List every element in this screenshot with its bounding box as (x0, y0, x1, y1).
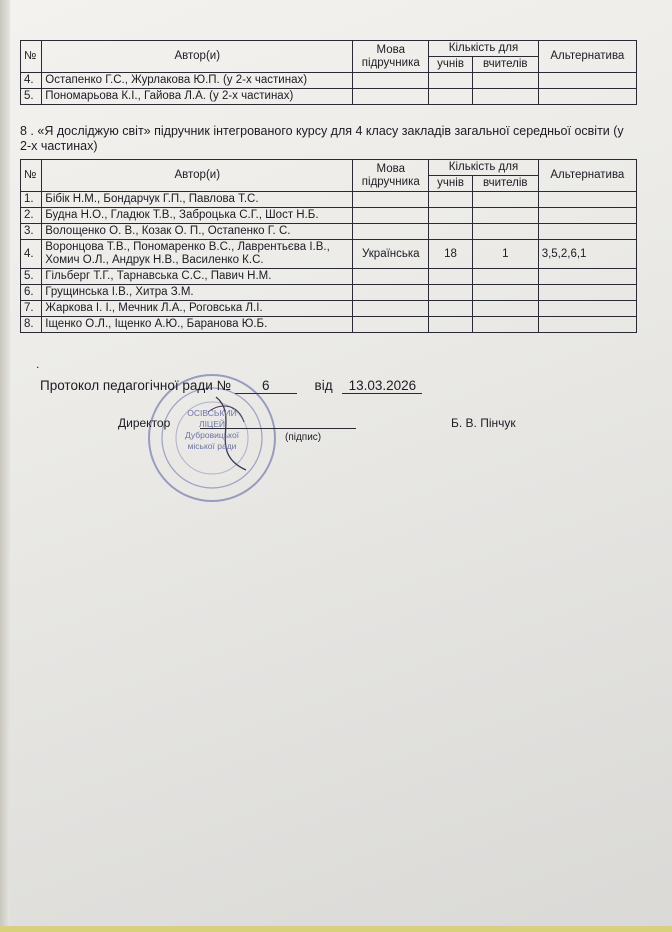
row-language (353, 192, 429, 208)
row-language (353, 208, 429, 224)
row-num: 2. (21, 208, 42, 224)
col-teachers-header: вчителів (472, 176, 538, 192)
table-row (21, 240, 637, 269)
protocol-date-label: від (314, 378, 333, 393)
row-language (353, 301, 429, 317)
row-language (353, 285, 429, 301)
row-num: 4. (21, 73, 42, 89)
row-students (429, 224, 473, 240)
row-students (429, 73, 473, 89)
row-author: Воронцова Т.В., Пономаренко В.С., Лаврентьєва І.В., Хомич О.Л., Андрук Н.В., Василенко К.С. (42, 240, 353, 269)
row-author: Гільберг Т.Г., Тарнавська С.С., Павич Н.М. (42, 269, 353, 285)
signature-caption: (підпис) (285, 432, 322, 443)
row-author: Іщенко О.Л., Іщенко А.Ю., Баранова Ю.Б. (42, 317, 353, 333)
col-alternative-header: Альтернатива (538, 160, 636, 192)
row-teachers (472, 73, 538, 89)
row-language (353, 89, 429, 105)
row-alternative (538, 73, 636, 89)
row-alternative (538, 224, 636, 240)
row-teachers (472, 224, 538, 240)
row-language (353, 317, 429, 333)
director-name: Б. В. Пінчук (451, 416, 516, 430)
row-num: 8. (21, 317, 42, 333)
row-author: Бібік Н.М., Бондарчук Г.П., Павлова Т.С. (42, 192, 353, 208)
table-row (21, 73, 637, 89)
row-students (429, 208, 473, 224)
table-header-row (21, 41, 637, 57)
col-author-header: Автор(и) (42, 41, 353, 73)
table-row (21, 301, 637, 317)
col-students-header: учнів (429, 57, 473, 73)
row-alternative (538, 89, 636, 105)
table-row (21, 285, 637, 301)
row-author: Волощенко О. В., Козак О. П., Остапенко Г. С. (42, 224, 353, 240)
table-row (21, 89, 637, 105)
row-language (353, 224, 429, 240)
row-num: 6. (21, 285, 42, 301)
table-header-row (21, 160, 637, 176)
row-num: 3. (21, 224, 42, 240)
row-alternative (538, 317, 636, 333)
stamp-line-2: ЛІЦЕЙ (198, 419, 225, 429)
row-num: 5. (21, 89, 42, 105)
row-alternative: 3,5,2,6,1 (538, 240, 636, 269)
row-alternative (538, 192, 636, 208)
col-teachers-header: вчителів (472, 57, 538, 73)
protocol-label: Протокол педагогічної ради № (40, 378, 231, 393)
row-students (429, 317, 473, 333)
row-students (429, 192, 473, 208)
stamp-line-3: Дубровицької (184, 430, 240, 440)
row-language (353, 269, 429, 285)
col-num-header: № (21, 41, 42, 73)
col-quantity-header: Кількість для (429, 41, 538, 57)
row-alternative (538, 269, 636, 285)
row-students (429, 285, 473, 301)
protocol-date: 13.03.2026 (342, 378, 422, 394)
row-language (353, 73, 429, 89)
row-teachers (472, 269, 538, 285)
col-students-header: учнів (429, 176, 473, 192)
stamp-line-4: міської ради (187, 441, 237, 451)
col-author-header: Автор(и) (42, 160, 353, 192)
section-8-heading: 8 . «Я досліджую світ» підручник інтегрованого курсу для 4 класу закладів загальної середньої освіти (у 2-х частинах) (20, 124, 624, 153)
row-language: Українська (353, 240, 429, 269)
row-teachers (472, 301, 538, 317)
col-quantity-header: Кількість для (429, 160, 538, 176)
col-language-header: Мова підручника (353, 160, 429, 192)
col-alternative-header: Альтернатива (538, 41, 636, 73)
row-teachers (472, 208, 538, 224)
director-title: Директор (118, 416, 171, 430)
textbook-table-1 (20, 40, 637, 105)
stray-dot: . (36, 357, 40, 371)
row-teachers: 1 (472, 240, 538, 269)
bottom-strip (0, 926, 672, 932)
row-author: Остапенко Г.С., Журлакова Ю.П. (у 2-х частинах) (42, 73, 353, 89)
row-students (429, 269, 473, 285)
row-teachers (472, 192, 538, 208)
row-author: Жаркова І. І., Мечник Л.А., Роговська Л.І. (42, 301, 353, 317)
row-teachers (472, 89, 538, 105)
protocol-number: 6 (235, 378, 297, 394)
table-row (21, 192, 637, 208)
textbook-table-2 (20, 159, 637, 333)
row-teachers (472, 285, 538, 301)
page-edge (0, 0, 10, 932)
table-row (21, 208, 637, 224)
col-language-header: Мова підручника (353, 41, 429, 73)
row-num: 1. (21, 192, 42, 208)
row-author: Пономарьова К.І., Гайова Л.А. (у 2-х частинах) (42, 89, 353, 105)
stamp-line-1: ОСІВСЬКИЙ (187, 408, 237, 418)
row-author: Грущинська І.В., Хитра З.М. (42, 285, 353, 301)
row-author: Будна Н.О., Гладюк Т.В., Заброцька С.Г., Шост Н.Б. (42, 208, 353, 224)
row-students (429, 89, 473, 105)
row-num: 5. (21, 269, 42, 285)
row-students: 18 (429, 240, 473, 269)
row-num: 7. (21, 301, 42, 317)
row-teachers (472, 317, 538, 333)
row-alternative (538, 208, 636, 224)
signature-line (200, 428, 356, 429)
table-row (21, 317, 637, 333)
row-alternative (538, 285, 636, 301)
row-students (429, 301, 473, 317)
col-num-header: № (21, 160, 42, 192)
table-row (21, 224, 637, 240)
table-row (21, 269, 637, 285)
row-num: 4. (21, 240, 42, 269)
protocol-line (40, 378, 422, 394)
row-alternative (538, 301, 636, 317)
